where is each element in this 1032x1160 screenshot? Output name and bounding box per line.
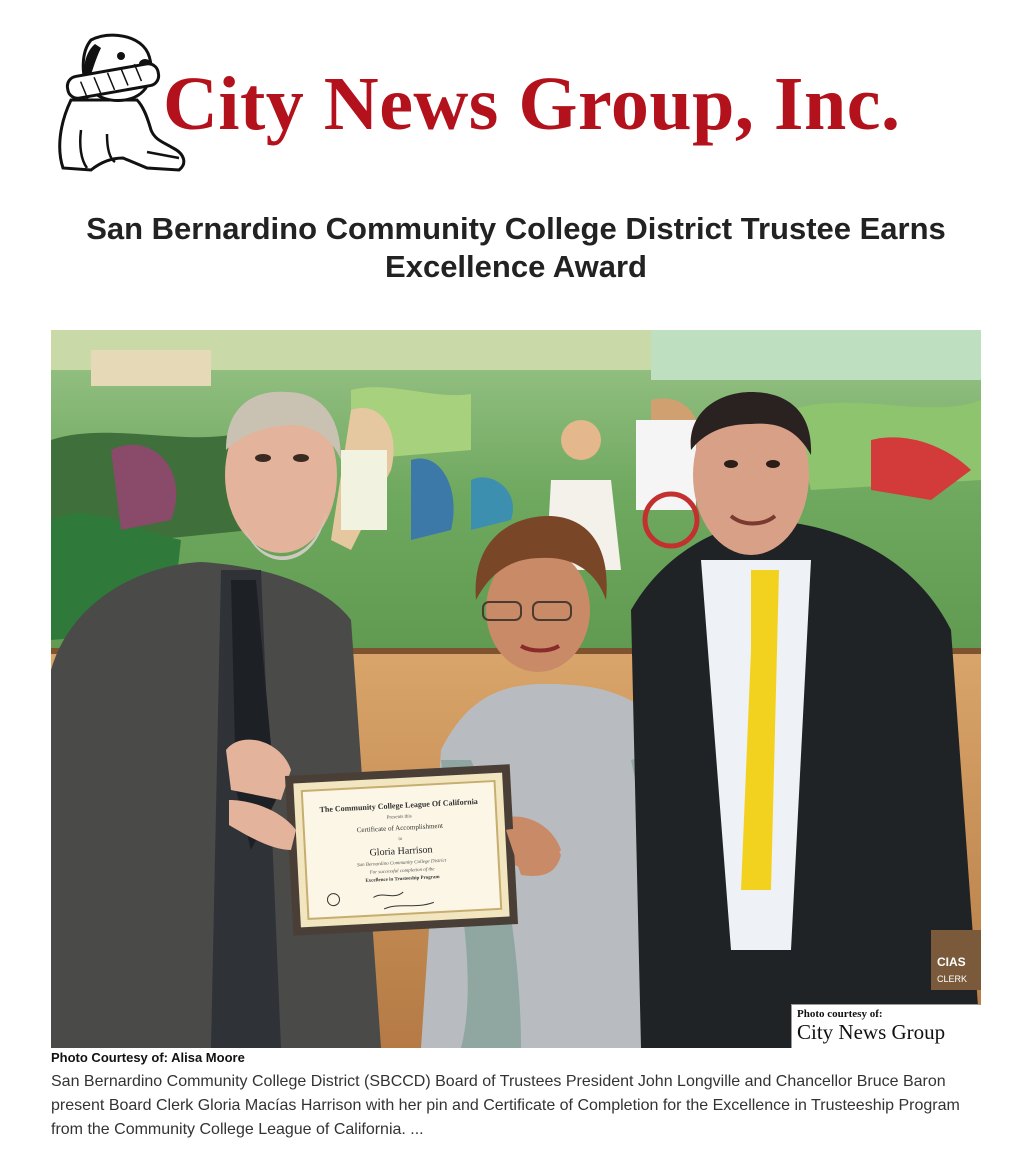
watermark-brand: City News Group: [797, 1020, 946, 1044]
nameplate-text: CIAS: [937, 955, 966, 969]
masthead: [51, 26, 981, 176]
certificate-presents: Presents this: [386, 814, 412, 821]
watermark-label: Photo courtesy of:: [797, 1008, 883, 1020]
certificate-to: to: [398, 836, 403, 843]
photo-credit: Photo Courtesy of: Alisa Moore: [51, 1050, 245, 1065]
certificate-for: For successful completion of the: [369, 867, 435, 876]
photo-watermark: [791, 1004, 981, 1048]
article-headline: San Bernardino Community College District Trustee Earns Excellence Award: [86, 211, 946, 284]
article-caption: San Bernardino Community College District (SBCCD) Board of Trustees President John Longville and Chancellor Bruce Baron present Board Clerk Gloria Macías Harrison with her pin and Certificate of Completion for the Excellence in Trusteeship Program from the Community College League of California. ...: [51, 1073, 960, 1138]
article-photo: [51, 330, 981, 1048]
certificate-name: Gloria Harrison: [369, 844, 433, 859]
certificate-district: San Bernardino Community College District: [357, 858, 447, 869]
certificate-org: The Community College League Of California: [319, 796, 479, 815]
nameplate-text-2: CLERK: [937, 974, 968, 984]
certificate-program: Excellence in Trusteeship Program: [365, 875, 440, 884]
masthead-title: City News Group, Inc.: [163, 62, 901, 146]
certificate-title: Certificate of Accomplishment: [356, 821, 444, 835]
